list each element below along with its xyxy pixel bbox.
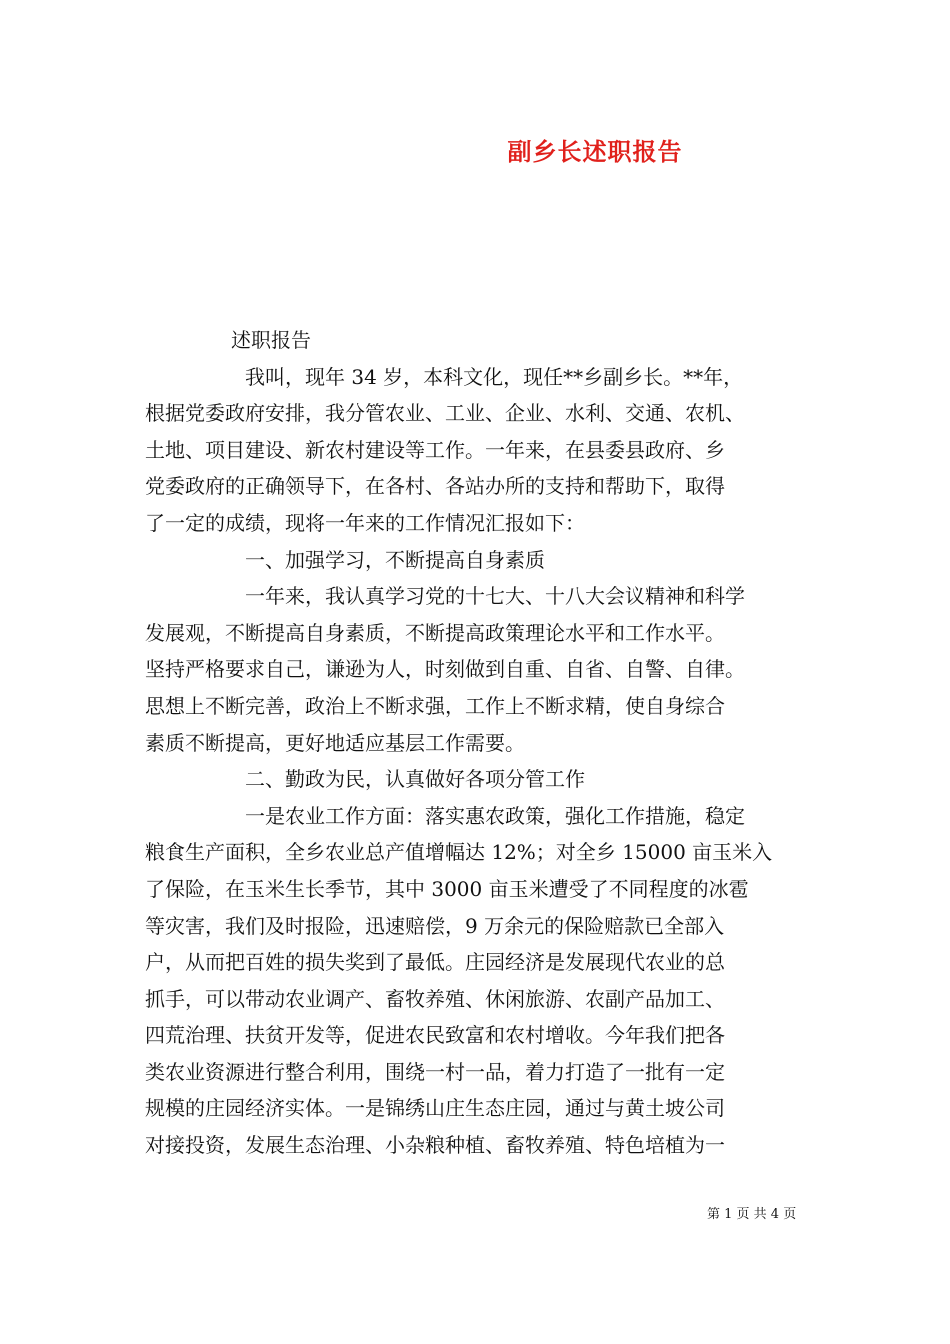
paragraph-line: 发展观，不断提高自身素质，不断提高政策理论水平和工作水平。 <box>145 620 725 645</box>
paragraph-line: 土地、项目建设、新农村建设等工作。一年来，在县委县政府、乡 <box>145 437 725 462</box>
document-subtitle: 述职报告 <box>231 328 311 352</box>
paragraph-line: 我叫，现年 34 岁，本科文化，现任**乡副乡长。**年， <box>245 364 744 389</box>
paragraph-line: 坚持严格要求自己，谦逊为人，时刻做到自重、自省、自警、自律。 <box>145 657 745 682</box>
paragraph-line: 户，从而把百姓的损失奖到了最低。庄园经济是发展现代农业的总 <box>145 950 725 975</box>
paragraph-line: 规模的庄园经济实体。一是锦绣山庄生态庄园，通过与黄土坡公司 <box>145 1096 725 1121</box>
paragraph-line: 根据党委政府安排，我分管农业、工业、企业、水利、交通、农机、 <box>145 401 745 426</box>
document-body <box>145 322 820 1164</box>
paragraph-line: 了一定的成绩，现将一年来的工作情况汇报如下： <box>145 510 585 535</box>
paragraph-line: 对接投资，发展生态治理、小杂粮种植、畜牧养殖、特色培植为一 <box>145 1133 725 1158</box>
section-heading: 二、勤政为民，认真做好各项分管工作 <box>245 767 585 792</box>
section-heading: 一、加强学习，不断提高自身素质 <box>245 547 545 572</box>
document-title: 副乡长述职报告 <box>507 137 683 166</box>
paragraph-line: 党委政府的正确领导下，在各村、各站办所的支持和帮助下，取得 <box>145 474 725 499</box>
paragraph-line: 等灾害，我们及时报险，迅速赔偿，9 万余元的保险赔款已全部入 <box>145 913 725 938</box>
paragraph-line: 粮食生产面积，全乡农业总产值增幅达 12%；对全乡 15000 亩玉米入 <box>145 840 773 865</box>
paragraph-line: 四荒治理、扶贫开发等，促进农民致富和农村增收。今年我们把各 <box>145 1023 725 1048</box>
paragraph-line: 素质不断提高，更好地适应基层工作需要。 <box>145 730 525 755</box>
paragraph-line: 一是农业工作方面：落实惠农政策，强化工作措施，稳定 <box>245 803 745 828</box>
page-number: 第 1 页 共 4 页 <box>707 1207 797 1222</box>
paragraph-line: 类农业资源进行整合利用，围绕一村一品，着力打造了一批有一定 <box>145 1059 725 1084</box>
paragraph-line: 一年来，我认真学习党的十七大、十八大会议精神和科学 <box>245 584 745 609</box>
paragraph-line: 思想上不断完善，政治上不断求强，工作上不断求精，使自身综合 <box>145 693 725 718</box>
paragraph-line: 抓手，可以带动农业调产、畜牧养殖、休闲旅游、农副产品加工、 <box>145 986 725 1011</box>
paragraph-line: 了保险，在玉米生长季节，其中 3000 亩玉米遭受了不同程度的冰雹 <box>145 876 749 901</box>
